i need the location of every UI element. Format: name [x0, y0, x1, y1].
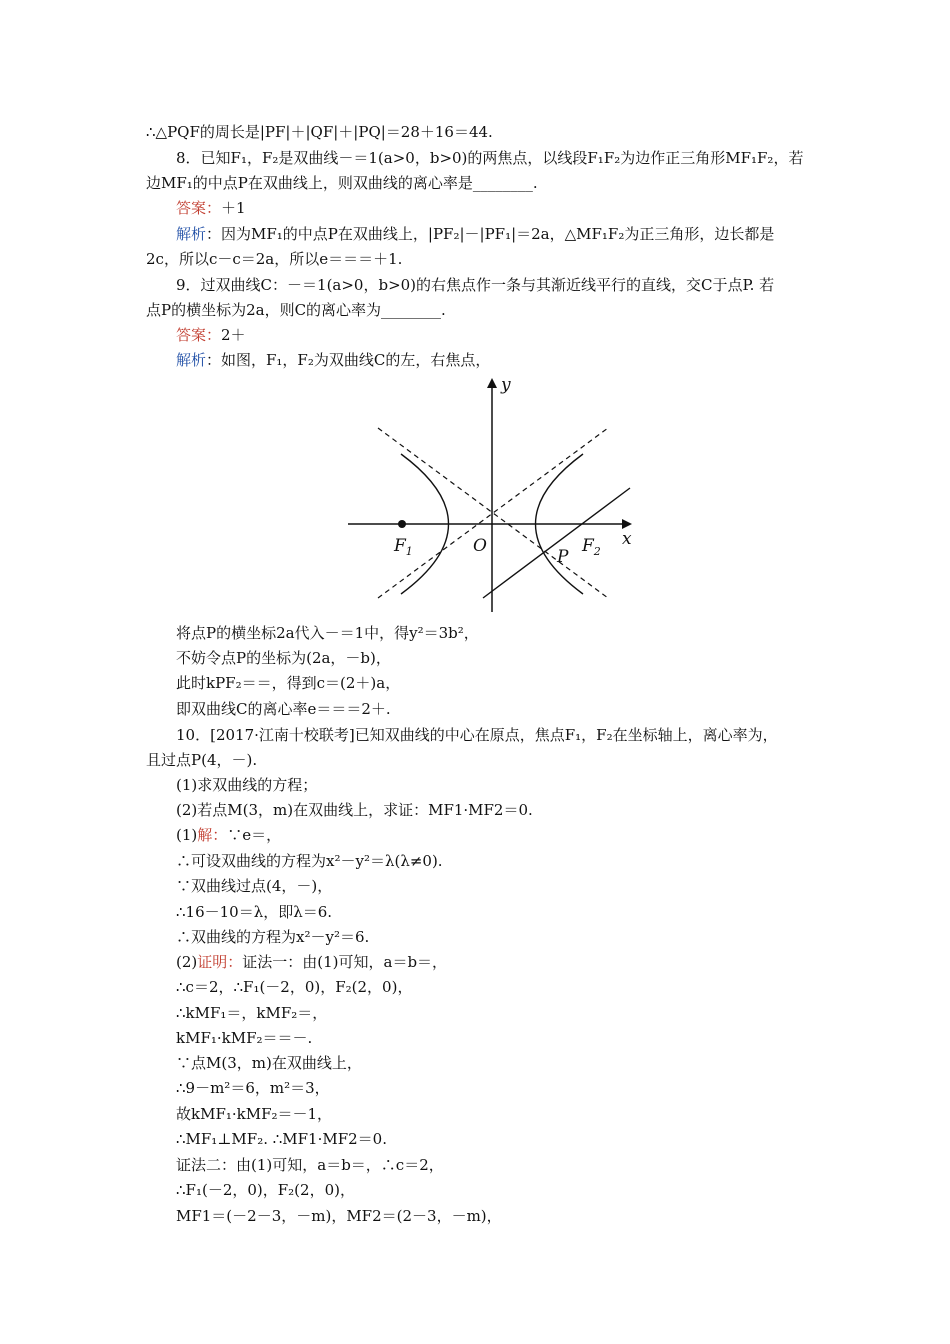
text-line: (1)求双曲线的方程；	[176, 776, 318, 794]
text-line: ∵点M(3，m)在双曲线上，	[176, 1054, 362, 1072]
text-line: ∵双曲线过点(4，－)，	[176, 877, 333, 895]
text-line: 2c，所以c－c＝2a，所以e＝＝＝＋1.	[146, 250, 403, 268]
text-line: (2)若点M(3，m)在双曲线上，求证：MF1·MF2＝0.	[176, 801, 533, 819]
focus-f1-point	[398, 520, 406, 528]
origin-label: O	[473, 536, 487, 556]
text-line: ∴c＝2，∴F₁(－2，0)，F₂(2，0)，	[176, 978, 413, 996]
text-line: ∴MF₁⊥MF₂. ∴MF1·MF2＝0.	[176, 1130, 387, 1148]
text-line: 故kMF₁·kMF₂＝－1，	[176, 1105, 333, 1123]
text-line: 即双曲线C的离心率e＝＝＝2＋.	[176, 700, 391, 718]
answer-value: 2＋	[221, 326, 246, 344]
f1-label: $F_1$	[394, 536, 413, 558]
text-line: ∴可设双曲线的方程为x²－y²＝λ(λ≠0).	[176, 852, 443, 870]
text-line: ∴16－10＝λ，即λ＝6.	[176, 903, 333, 921]
proof-label: 证明：	[197, 953, 243, 971]
x-label: x	[622, 529, 632, 549]
solution-line	[176, 825, 281, 845]
part-number: (1)	[176, 826, 198, 844]
p-label: P	[557, 547, 569, 567]
solution-text: ∵e＝，	[227, 826, 282, 844]
text-line: kMF₁·kMF₂＝＝－.	[176, 1029, 313, 1047]
text-line: 证法二：由(1)可知，a＝b＝，∴c＝2，	[176, 1156, 444, 1174]
analysis-text: ：如图，F₁，F₂为双曲线C的左，右焦点，	[206, 351, 491, 369]
proof-text: 证法一：由(1)可知，a＝b＝，	[242, 953, 448, 971]
part-number: (2)	[176, 953, 198, 971]
solution-label: 解：	[197, 826, 228, 844]
f2-label: $F_2$	[582, 536, 601, 558]
text-line: ∴双曲线的方程为x²－y²＝6.	[176, 928, 370, 946]
answer-value: ＋1	[221, 199, 246, 217]
text-line: ∴F₁(－2，0)，F₂(2，0)，	[176, 1181, 355, 1199]
answer-label: 答案：	[176, 199, 222, 217]
problem-9: 9．过双曲线C：－＝1(a>0，b>0)的右焦点作一条与其渐近线平行的直线，交C于点P. 若	[176, 276, 775, 294]
hyperbola-figure	[346, 376, 636, 616]
problem-10: 10．[2017·江南十校联考]已知双曲线的中心在原点，焦点F₁，F₂在坐标轴上，离心率为，	[176, 726, 778, 744]
problem-8: 8．已知F₁，F₂是双曲线－＝1(a>0，b>0)的两焦点，以线段F₁F₂为边作正三角形MF₁F₂，若	[176, 149, 804, 167]
text-line: 将点P的横坐标2a代入－＝1中，得y²＝3b²，	[176, 624, 479, 642]
text-line: 边MF₁的中点P在双曲线上，则双曲线的离心率是________.	[146, 174, 538, 192]
answer-line	[176, 325, 246, 345]
text-line: ∴9－m²＝6，m²＝3，	[176, 1079, 330, 1097]
text-line: ∴△PQF的周长是|PF|＋|QF|＋|PQ|＝28＋16＝44.	[146, 123, 493, 141]
analysis-text: ：因为MF₁的中点P在双曲线上，|PF₂|－|PF₁|＝2a，△MF₁F₂为正三角形，边长都是	[206, 225, 775, 243]
analysis-label: 解析	[176, 225, 207, 243]
text-line: MF1＝(－2－3，－m)，MF2＝(2－3，－m)，	[176, 1207, 502, 1225]
text-line: 此时kPF₂＝＝，得到c＝(2＋)a，	[176, 674, 401, 692]
proof-line	[176, 952, 447, 972]
text-line: ∴kMF₁＝，kMF₂＝，	[176, 1004, 328, 1022]
y-label: y	[501, 376, 511, 395]
y-axis-arrow	[487, 378, 497, 388]
hyperbola-diagram	[346, 376, 636, 616]
answer-line	[176, 198, 246, 218]
analysis-label: 解析	[176, 351, 207, 369]
analysis-line	[176, 224, 774, 244]
x-axis-arrow	[622, 519, 632, 529]
text-line: 且过点P(4，－).	[146, 751, 258, 769]
answer-label: 答案：	[176, 326, 222, 344]
text-line: 点P的横坐标为2a，则C的离心率为________.	[146, 301, 446, 319]
analysis-line	[176, 350, 490, 370]
text-line: 不妨令点P的坐标为(2a，－b)，	[176, 649, 391, 667]
